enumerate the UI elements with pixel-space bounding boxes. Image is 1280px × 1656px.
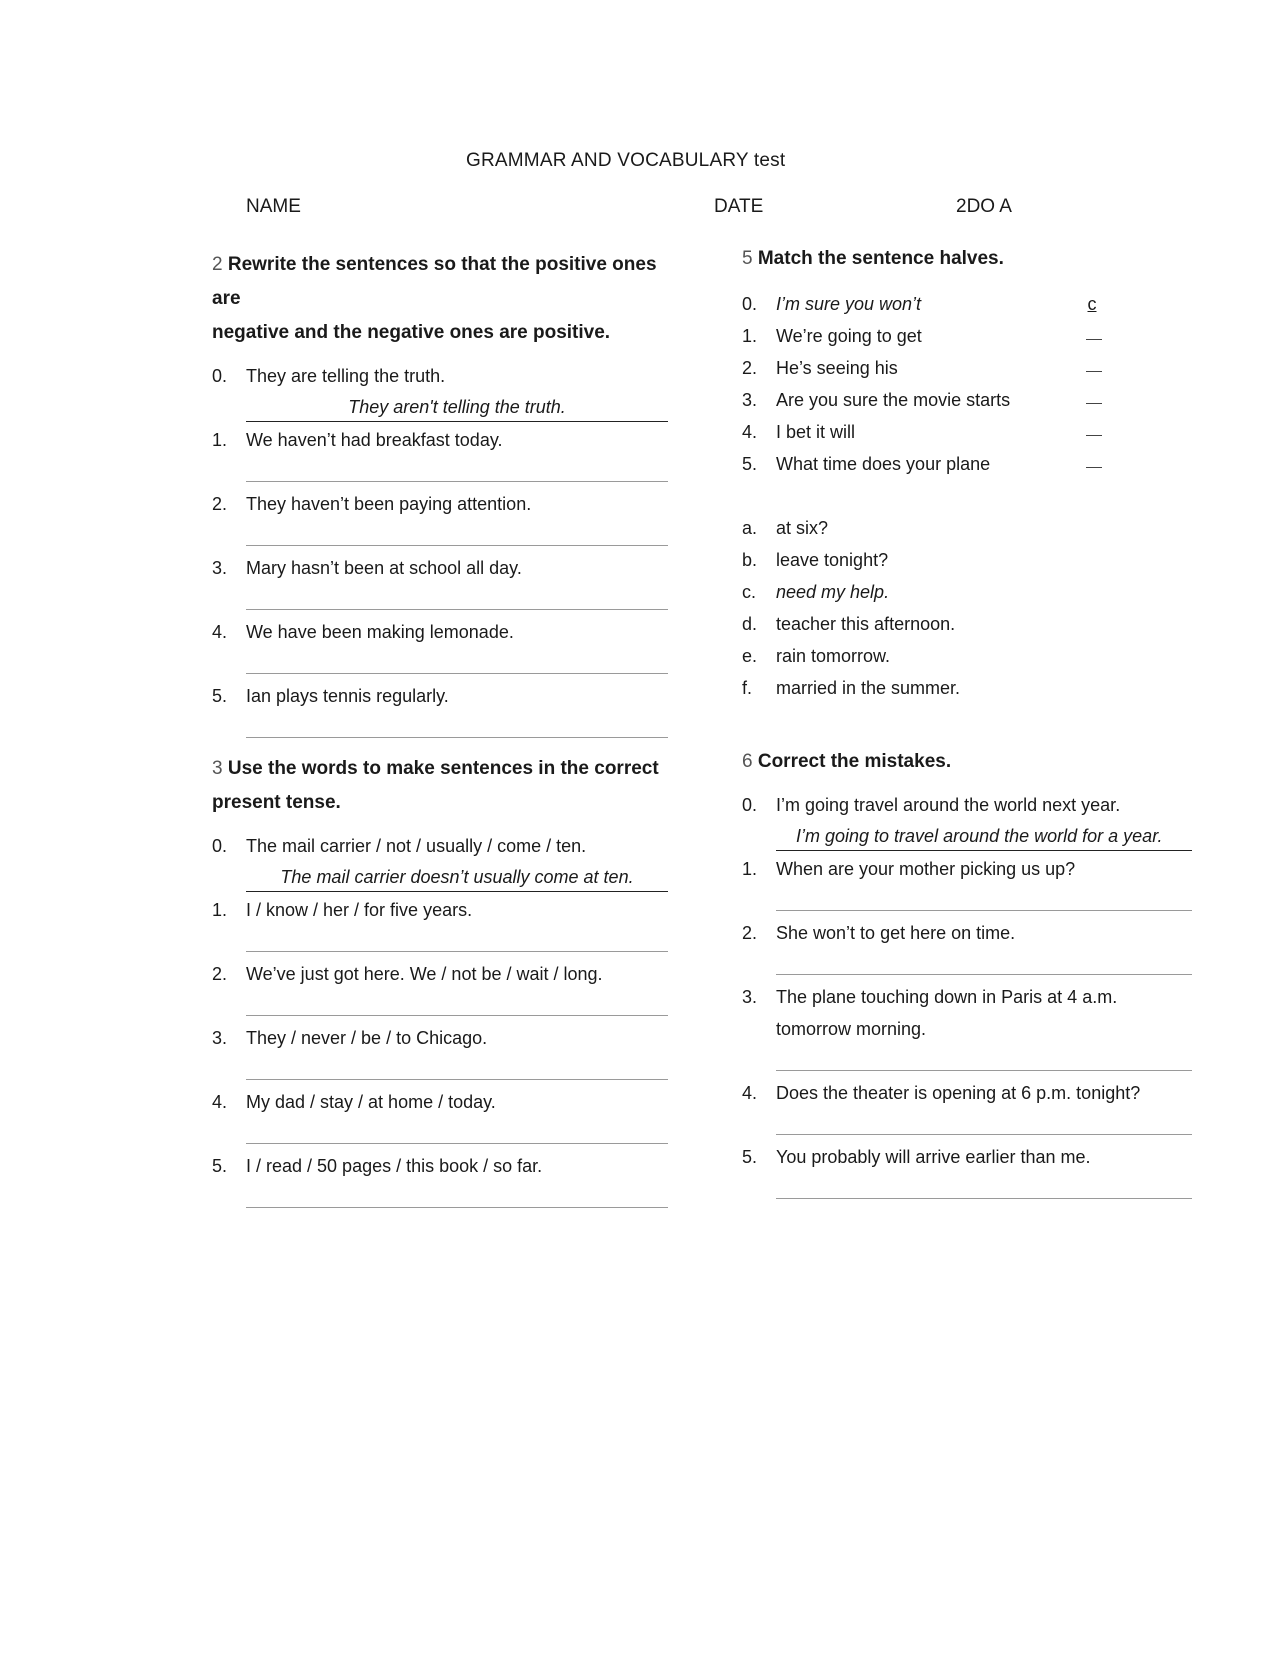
option-text: leave tonight?: [776, 550, 889, 570]
answer-line[interactable]: [742, 949, 1192, 981]
section-title: Rewrite the sentences so that the positive ones are: [212, 254, 657, 309]
item-number: 1.: [212, 430, 228, 450]
answer-line[interactable]: [742, 1045, 1192, 1077]
match-blank[interactable]: [1086, 403, 1102, 404]
item-text: Mary hasn’t been at school all day.: [246, 558, 522, 578]
option-text: married in the summer.: [776, 678, 961, 698]
item-text: They are telling the truth.: [246, 366, 446, 386]
section-2-heading: [212, 248, 668, 316]
option-letter: c.: [742, 582, 757, 602]
answer-line[interactable]: [742, 1109, 1192, 1141]
item-text: I’m going travel around the world next year.: [776, 795, 1121, 815]
exercise-item: [212, 616, 668, 648]
section-5-heading: [742, 242, 1102, 276]
item-number: 4.: [742, 422, 758, 442]
exercise-item: [742, 981, 1192, 1013]
item-number: 2.: [212, 964, 228, 984]
answer-line[interactable]: [212, 1118, 668, 1150]
exercise-item: [212, 1150, 668, 1182]
item-text: Are you sure the movie starts: [776, 390, 1011, 410]
match-item: [742, 288, 1102, 320]
rule: [246, 545, 668, 546]
item-text: I’m sure you won’t: [776, 294, 922, 314]
section-number: 5: [742, 248, 753, 269]
rule: [776, 910, 1192, 911]
item-text: She won’t to get here on time.: [776, 923, 1016, 943]
option-letter: b.: [742, 550, 758, 570]
item-number: 2.: [212, 494, 228, 514]
item-number: 0.: [212, 836, 228, 856]
section-number: 6: [742, 751, 753, 772]
item-text: They / never / be / to Chicago.: [246, 1028, 488, 1048]
match-option: [742, 544, 1102, 576]
rule: [246, 1207, 668, 1208]
item-text-line2: tomorrow morning.: [776, 1019, 927, 1039]
answer-line[interactable]: [212, 926, 668, 958]
rule: [246, 951, 668, 952]
section-2: [212, 248, 668, 744]
section-2-heading-line2: negative and the negative ones are positive.: [212, 322, 611, 343]
class-label: 2DO A: [956, 196, 1012, 217]
exercise-item: [742, 917, 1192, 949]
item-number: 5.: [212, 686, 228, 706]
item-number: 2.: [742, 923, 758, 943]
item-number: 4.: [212, 1092, 228, 1112]
exercise-item: [742, 1141, 1192, 1173]
exercise-item: [212, 1086, 668, 1118]
match-blank[interactable]: [1086, 371, 1102, 372]
item-text: I / read / 50 pages / this book / so far.: [246, 1156, 543, 1176]
match-option: [742, 640, 1102, 672]
exercise-item: [212, 488, 668, 520]
answer-text: The mail carrier doesn’t usually come at ten.: [280, 867, 634, 887]
item-number: 3.: [212, 1028, 228, 1048]
exercise-item: [212, 680, 668, 712]
match-item: [742, 384, 1102, 416]
example-answer: [212, 392, 668, 424]
answer-line[interactable]: [212, 712, 668, 744]
page-title: GRAMMAR AND VOCABULARY test: [466, 150, 786, 171]
item-text: We haven’t had breakfast today.: [246, 430, 503, 450]
item-number: 5.: [742, 454, 758, 474]
item-text: My dad / stay / at home / today.: [246, 1092, 496, 1112]
option-letter: f.: [742, 678, 753, 698]
option-letter: e.: [742, 646, 758, 666]
example-answer: [212, 862, 668, 894]
example-match-answer: c: [1087, 294, 1097, 314]
exercise-item: [742, 1077, 1192, 1109]
item-number: 1.: [742, 859, 758, 879]
section-title: Use the words to make sentences in the correct: [227, 758, 659, 779]
item-text: We’re going to get: [776, 326, 922, 346]
item-text: Does the theater is opening at 6 p.m. tonight?: [776, 1083, 1141, 1103]
match-item: [742, 448, 1102, 480]
answer-line[interactable]: [212, 584, 668, 616]
answer-line: [246, 421, 668, 422]
item-number: 1.: [212, 900, 228, 920]
example-answer: [742, 821, 1192, 853]
section-number: 2: [212, 254, 223, 275]
answer-line[interactable]: [212, 520, 668, 552]
exercise-item: [212, 958, 668, 990]
item-text: The mail carrier / not / usually / come / ten.: [246, 836, 587, 856]
answer-line[interactable]: [742, 1173, 1192, 1205]
item-number: 1.: [742, 326, 758, 346]
answer-line: [776, 850, 1192, 851]
exercise-item: [212, 894, 668, 926]
answer-text: I’m going to travel around the world for a year.: [796, 826, 1163, 846]
match-blank[interactable]: [1086, 339, 1102, 340]
item-number: 3.: [742, 987, 758, 1007]
section-3: [212, 752, 668, 1214]
option-text: at six?: [776, 518, 829, 538]
answer-line[interactable]: [742, 885, 1192, 917]
rule: [776, 1198, 1192, 1199]
name-label: NAME: [246, 196, 301, 217]
item-text: What time does your plane: [776, 454, 991, 474]
answer-line[interactable]: [212, 456, 668, 488]
item-number: 0.: [742, 795, 758, 815]
item-number: 4.: [212, 622, 228, 642]
item-text: They haven’t been paying attention.: [246, 494, 532, 514]
match-option: [742, 512, 1102, 544]
item-text: When are your mother picking us up?: [776, 859, 1076, 879]
section-6: [742, 745, 1192, 1205]
match-option: [742, 672, 1102, 704]
exercise-item-continued: [742, 1013, 1192, 1045]
answer-line[interactable]: [212, 1182, 668, 1214]
rule: [246, 481, 668, 482]
section-3-heading-line2: present tense.: [212, 792, 341, 813]
section-title: Match the sentence halves.: [757, 248, 1004, 269]
exercise-item: [212, 830, 668, 862]
rule: [246, 609, 668, 610]
exercise-item: [742, 789, 1192, 821]
match-item: [742, 352, 1102, 384]
item-number: 4.: [742, 1083, 758, 1103]
exercise-item: [212, 1022, 668, 1054]
rule: [246, 1079, 668, 1080]
match-option: [742, 576, 1102, 608]
section-5: [742, 242, 1102, 704]
rule: [246, 1143, 668, 1144]
item-text: Ian plays tennis regularly.: [246, 686, 449, 706]
item-number: 0.: [742, 294, 758, 314]
answer-line[interactable]: [212, 648, 668, 680]
rule: [776, 1070, 1192, 1071]
section-3-heading: [212, 752, 668, 786]
exercise-item: [212, 552, 668, 584]
option-text: need my help.: [776, 582, 890, 602]
item-text: He’s seeing his: [776, 358, 898, 378]
item-number: 5.: [212, 1156, 228, 1176]
option-letter: d.: [742, 614, 758, 634]
section-title: Correct the mistakes.: [757, 751, 952, 772]
rule: [246, 1015, 668, 1016]
item-number: 0.: [212, 366, 228, 386]
answer-line[interactable]: [212, 1054, 668, 1086]
item-text: We have been making lemonade.: [246, 622, 514, 642]
section-6-heading: [742, 745, 1192, 779]
exercise-item: [212, 424, 668, 456]
rule: [776, 1134, 1192, 1135]
item-text: I / know / her / for five years.: [246, 900, 473, 920]
answer-line: [246, 891, 668, 892]
item-text: You probably will arrive earlier than me.: [776, 1147, 1091, 1167]
item-number: 3.: [742, 390, 758, 410]
date-label: DATE: [714, 196, 764, 217]
item-number: 3.: [212, 558, 228, 578]
match-option: [742, 608, 1102, 640]
option-text: rain tomorrow.: [776, 646, 891, 666]
answer-text: They aren't telling the truth.: [348, 397, 566, 417]
option-text: teacher this afternoon.: [776, 614, 956, 634]
rule: [246, 737, 668, 738]
exercise-item: [212, 360, 668, 392]
item-number: 2.: [742, 358, 758, 378]
rule: [776, 974, 1192, 975]
match-item: [742, 320, 1102, 352]
match-blank[interactable]: [1086, 435, 1102, 436]
item-text: I bet it will: [776, 422, 856, 442]
answer-line[interactable]: [212, 990, 668, 1022]
match-item: [742, 416, 1102, 448]
section-number: 3: [212, 758, 223, 779]
item-text: The plane touching down in Paris at 4 a.m.: [776, 987, 1118, 1007]
item-number: 5.: [742, 1147, 758, 1167]
item-text: We’ve just got here. We / not be / wait / long.: [246, 964, 603, 984]
rule: [246, 673, 668, 674]
match-blank[interactable]: [1086, 467, 1102, 468]
option-letter: a.: [742, 518, 758, 538]
exercise-item: [742, 853, 1192, 885]
